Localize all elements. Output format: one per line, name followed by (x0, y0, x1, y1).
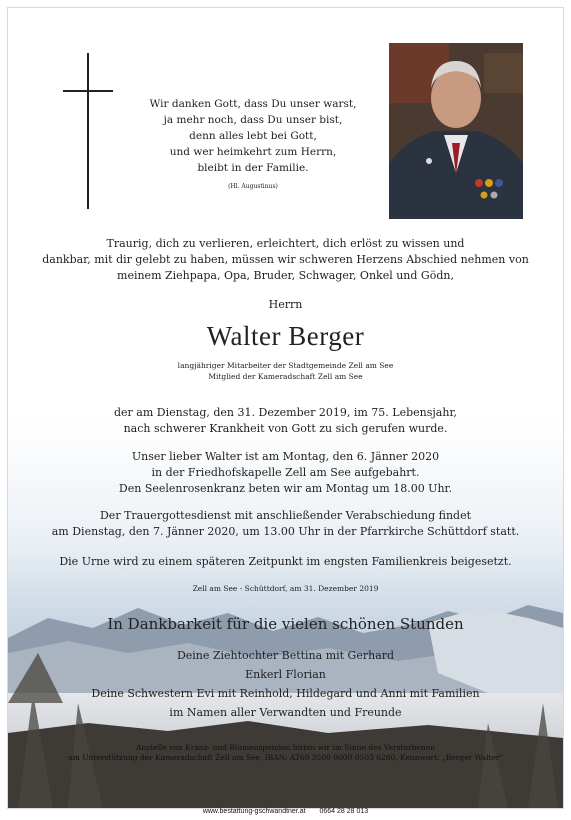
gratitude-heading: In Dankbarkeit für die vielen schönen Stunden (107, 615, 464, 633)
service-line: Der Trauergottesdienst mit anschließender Verabschiedung findet (99, 509, 472, 522)
family-list (8, 646, 563, 722)
service-info (8, 508, 563, 540)
role-line: langjähriger Mitarbeiter der Stadtgemeinde Zell am See (177, 361, 394, 370)
intro-line: meinem Ziehpapa, Opa, Bruder, Schwager, Onkel und Gödn, (117, 269, 454, 282)
poem (138, 96, 368, 192)
death-notice-line: nach schwerer Krankheit von Gott zu sich gerufen wurde. (123, 422, 448, 435)
family-line: im Namen aller Verwandten und Freunde (169, 706, 402, 719)
urn-info: Die Urne wird zu einem späteren Zeitpunkt im engsten Familienkreis beigesetzt. (59, 555, 512, 568)
footer (0, 808, 571, 815)
death-notice (8, 405, 563, 437)
poem-source: (Hl. Augustinus) (228, 183, 278, 190)
cross-icon-bar (63, 90, 113, 92)
footer-phone: 0664 28 28 013 (319, 808, 369, 815)
cross-icon (87, 53, 89, 209)
viewing-line: Den Seelenrosenkranz beten wir am Montag um 18.00 Uhr. (118, 482, 453, 495)
poem-line: denn alles lebt bei Gott, (189, 130, 317, 142)
place-date: Zell am See - Schüttdorf, am 31. Dezember 2019 (192, 584, 379, 593)
intro-line: dankbar, mit dir gelebt zu haben, müssen wir schweren Herzens Abschied nehmen von (42, 253, 529, 266)
poem-line: ja mehr noch, dass Du unser bist, (163, 114, 343, 126)
portrait-photo (389, 43, 523, 219)
viewing-line: Unser lieber Walter ist am Montag, den 6. Jänner 2020 (131, 450, 440, 463)
viewing-info (8, 449, 563, 497)
poem-line: bleibt in der Familie. (197, 162, 309, 174)
donation-note (8, 743, 563, 763)
deceased-name: Walter Berger (206, 321, 365, 351)
family-line: Deine Schwestern Evi mit Reinhold, Hildegard und Anni mit Familien (91, 687, 480, 700)
poem-line: Wir danken Gott, dass Du unser warst, (149, 98, 357, 110)
viewing-line: in der Friedhofskapelle Zell am See aufgebahrt. (151, 466, 420, 479)
roles (8, 360, 563, 382)
family-line: Deine Ziehtochter Bettina mit Gerhard (176, 649, 395, 662)
footer-website[interactable]: www.bestattung-gschwandtner.at (202, 808, 306, 815)
poem-line: und wer heimkehrt zum Herrn, (169, 146, 337, 158)
family-line: Enkerl Florian (245, 668, 326, 681)
donation-line: Anstelle von Kranz- und Blumenspenden bitten wir im Sinne des Verstorbenen (136, 743, 435, 752)
salutation: Herrn (268, 298, 303, 311)
obituary-card (7, 7, 564, 809)
donation-line: um Unterstützung der Kameradschaft Zell am See, IBAN: AT69 3500 0000 0503 6280, Kennwort: „Berger Walter" (67, 753, 504, 762)
role-line: Mitglied der Kameradschaft Zell am See (208, 372, 363, 381)
intro-line: Traurig, dich zu verlieren, erleichtert, dich erlöst zu wissen und (106, 237, 465, 250)
intro-text (8, 236, 563, 284)
death-notice-line: der am Dienstag, den 31. Dezember 2019, im 75. Lebensjahr, (114, 406, 457, 419)
service-line: am Dienstag, den 7. Jänner 2020, um 13.00 Uhr in der Pfarrkirche Schüttdorf statt. (51, 525, 520, 538)
